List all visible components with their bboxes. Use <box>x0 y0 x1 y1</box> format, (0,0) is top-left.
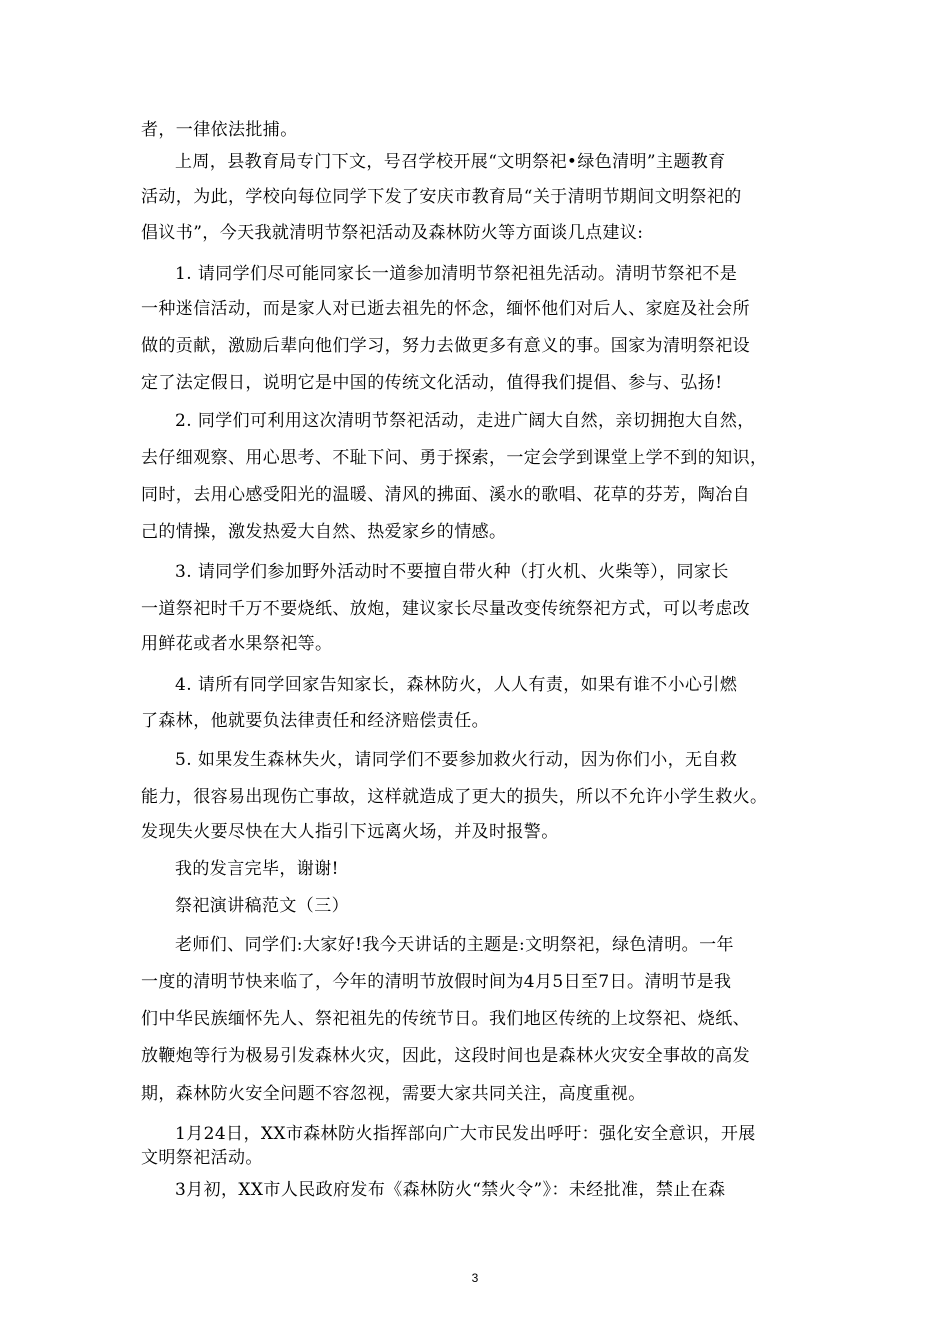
text-line: 一种迷信活动，而是家人对已逝去祖先的怀念，缅怀他们对后人、家庭及社会所 <box>141 299 750 319</box>
text-line: 我的发言完毕，谢谢! <box>175 859 339 879</box>
text-line: 1月24日，XX市森林防火指挥部向广大市民发出呼吁：强化安全意识，开展 <box>175 1124 756 1144</box>
section-heading: 祭祀演讲稿范文（三） <box>175 896 349 916</box>
text-line: 发现失火要尽快在大人指引下远离火场，并及时报警。 <box>141 822 559 842</box>
text-line: 己的情操，激发热爱大自然、热爱家乡的情感。 <box>141 522 507 542</box>
text-line: 做的贡献，激励后辈向他们学习，努力去做更多有意义的事。国家为清明祭祀设 <box>141 336 750 356</box>
text-line: 放鞭炮等行为极易引发森林火灾，因此，这段时间也是森林火灾安全事故的高发 <box>141 1046 750 1066</box>
text-line: 们中华民族缅怀先人、祭祀祖先的传统节日。我们地区传统的上坟祭祀、烧纸、 <box>141 1009 750 1029</box>
text-line: 定了法定假日，说明它是中国的传统文化活动，值得我们提倡、参与、弘扬! <box>141 373 723 393</box>
text-line: 倡议书”，今天我就清明节祭祀活动及森林防火等方面谈几点建议: <box>141 223 644 243</box>
text-line: 一道祭祀时千万不要烧纸、放炮，建议家长尽量改变传统祭祀方式，可以考虑改 <box>141 599 750 619</box>
text-line: 同时，去用心感受阳光的温暖、清风的拂面、溪水的歌唱、花草的芬芳，陶冶自 <box>141 485 750 505</box>
page-number: 3 <box>471 1271 479 1285</box>
text-line: 期，森林防火安全问题不容忽视，需要大家共同关注，高度重视。 <box>141 1084 646 1104</box>
text-line: 5. 如果发生森林失火，请同学们不要参加救火行动，因为你们小，无自救 <box>175 750 738 770</box>
text-line: 1. 请同学们尽可能同家长一道参加清明节祭祀祖先活动。清明节祭祀不是 <box>175 264 738 284</box>
text-line: 文明祭祀活动。 <box>141 1148 263 1168</box>
text-line: 者，一律依法批捕。 <box>141 120 298 140</box>
text-line: 4. 请所有同学回家告知家长，森林防火，人人有责，如果有谁不小心引燃 <box>175 675 738 695</box>
text-line: 3. 请同学们参加野外活动时不要擅自带火种（打火机、火柴等），同家长 <box>175 562 729 582</box>
text-line: 上周，县教育局专门下文，号召学校开展“文明祭祀•绿色清明”主题教育 <box>175 152 726 172</box>
text-line: 用鲜花或者水果祭祀等。 <box>141 634 333 654</box>
text-line: 3月初，XX市人民政府发布《森林防火“禁火令”》：未经批准，禁止在森 <box>175 1180 726 1200</box>
text-line: 能力，很容易出现伤亡事故，这样就造成了更大的损失，所以不允许小学生救火。 <box>141 787 768 807</box>
text-line: 去仔细观察、用心思考、不耻下问、勇于探索，一定会学到课堂上学不到的知识， <box>141 448 768 468</box>
text-line: 活动，为此，学校向每位同学下发了安庆市教育局“关于清明节期间文明祭祀的 <box>141 187 742 207</box>
text-line: 了森林，他就要负法律责任和经济赔偿责任。 <box>141 711 489 731</box>
text-line: 一度的清明节快来临了，今年的清明节放假时间为4月5日至7日。清明节是我 <box>141 972 732 992</box>
text-line: 2. 同学们可利用这次清明节祭祀活动，走进广阔大自然，亲切拥抱大自然， <box>175 411 755 431</box>
text-line: 老师们、同学们:大家好!我今天讲话的主题是:文明祭祀，绿色清明。一年 <box>175 935 734 955</box>
